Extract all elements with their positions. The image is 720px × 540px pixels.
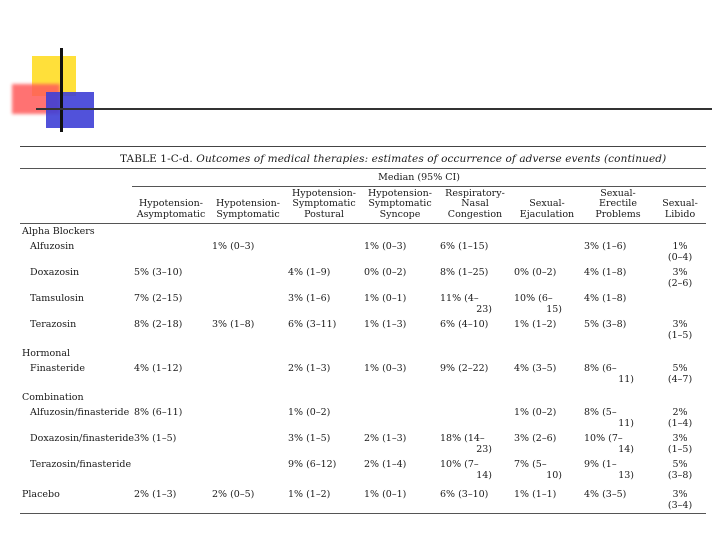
cell-value: 4% (1–9) (288, 267, 331, 278)
column-header-line: Nasal (461, 198, 489, 209)
table-cell (286, 405, 362, 431)
table-cell (286, 361, 362, 387)
table-cell (362, 317, 438, 343)
adverse-events-table (20, 169, 706, 514)
cell-value: 2% (0–5) (212, 489, 255, 500)
table-body (20, 224, 706, 514)
cell-value: 3% (1–5) (288, 433, 331, 444)
cell-value: 4% (3–5) (584, 489, 627, 500)
table-cell (132, 483, 210, 514)
cell-value-continued: 14) (476, 470, 492, 481)
row-label: Terazosin/finasteride (30, 459, 132, 470)
table-row (20, 317, 706, 343)
cell-value: 0% (0–2) (514, 267, 557, 278)
cell-value: 3% (672, 489, 688, 500)
cell-value: 9% (6–12) (288, 459, 337, 470)
column-header-line: Respiratory- (445, 187, 505, 199)
cell-value: 1% (1–1) (514, 489, 557, 500)
table-cell (132, 317, 210, 343)
table-cell (132, 361, 210, 387)
table-cell (362, 405, 438, 431)
column-header-line: Postural (304, 208, 344, 220)
cell-value: 8% (6– (584, 363, 617, 374)
table-row (20, 431, 706, 457)
row-label: Doxazosin/finasteride (30, 433, 135, 444)
cell-value: 7% (2–15) (134, 293, 183, 304)
table-cell (210, 431, 286, 457)
table-cell (512, 431, 582, 457)
row-label: Terazosin (30, 319, 77, 330)
table-cell (582, 291, 654, 317)
table-cell (582, 317, 654, 343)
column-header-line: Sexual- (600, 187, 636, 199)
cell-value: 6% (3–11) (288, 319, 337, 330)
cell-value: 8% (1–25) (440, 267, 489, 278)
column-header-line: Hypotension- (368, 187, 432, 199)
table-cell (512, 317, 582, 343)
decorative-horizontal-line (36, 108, 712, 110)
decorative-vertical-line (60, 48, 63, 132)
cell-value: 0% (0–2) (364, 267, 407, 278)
cell-value-continued: (4–7) (667, 374, 693, 385)
cell-value: 1% (1–2) (288, 489, 331, 500)
cell-value: 9% (1– (584, 459, 617, 470)
table-cell (438, 291, 512, 317)
table-cell (654, 265, 706, 291)
cell-value-continued: (1–4) (667, 418, 693, 429)
table-cell (362, 483, 438, 514)
cell-value-continued: 11) (618, 418, 634, 429)
cell-value-continued: (1–5) (667, 330, 693, 341)
table-row (20, 291, 706, 317)
column-header-line: Symptomatic (292, 198, 356, 209)
table-cell (132, 291, 210, 317)
cell-value: 3% (1–6) (288, 293, 331, 304)
column-header-line: Ejaculation (519, 208, 575, 220)
row-label: Doxazosin (30, 267, 80, 278)
column-header-line: Hypotension- (292, 187, 356, 199)
group-label: Combination (22, 392, 84, 403)
column-header-line: Symptomatic (216, 208, 280, 220)
table-cell (512, 291, 582, 317)
table-cell (582, 483, 654, 514)
table-cell (582, 431, 654, 457)
table-cell (132, 239, 210, 265)
cell-value: 7% (5– (514, 459, 547, 470)
table-row (20, 483, 706, 514)
cell-value: 1% (0–2) (288, 407, 331, 418)
cell-value-continued: 14) (618, 444, 634, 455)
cell-value-continued: 11) (618, 374, 634, 385)
table-cell (654, 317, 706, 343)
table-cell (438, 317, 512, 343)
table-cell (512, 361, 582, 387)
table-cell (132, 265, 210, 291)
cell-value-continued: (3–4) (667, 500, 693, 511)
row-label: Alfuzosin/finasteride (30, 407, 130, 418)
cell-value-continued: (0–4) (667, 252, 693, 263)
cell-value: 1% (0–1) (364, 293, 407, 304)
table-cell (210, 457, 286, 483)
table-cell (286, 317, 362, 343)
cell-value: 1% (1–2) (514, 319, 557, 330)
cell-value: 4% (1–8) (584, 293, 627, 304)
cell-value: 10% (6– (514, 293, 553, 304)
cell-value: 10% (7– (440, 459, 479, 470)
table-cell (286, 431, 362, 457)
cell-value: 4% (3–5) (514, 363, 557, 374)
column-header (210, 186, 286, 224)
table-cell (654, 239, 706, 265)
table-cell (210, 405, 286, 431)
table-cell (210, 291, 286, 317)
cell-value: 5% (672, 363, 688, 374)
table-cell (654, 291, 706, 317)
column-header-line: Sexual- (529, 198, 565, 209)
group-label: Alpha Blockers (22, 226, 95, 237)
table-cell (582, 239, 654, 265)
table-cell (582, 457, 654, 483)
table-cell (582, 361, 654, 387)
column-header-line: Hypotension- (216, 198, 280, 209)
cell-value-continued: 23) (476, 444, 492, 455)
cell-value: 8% (6–11) (134, 407, 183, 418)
group-label: Hormonal (22, 348, 71, 359)
table-cell (132, 405, 210, 431)
cell-value: 3% (2–6) (514, 433, 557, 444)
column-header-line: Hypotension- (139, 198, 203, 209)
row-label: Alfuzosin (30, 241, 75, 252)
median-header: Median (95% CI) (132, 169, 706, 186)
column-header (286, 186, 362, 224)
cell-value: 3% (672, 433, 688, 444)
cell-value: 2% (1–4) (364, 459, 407, 470)
table-cell (438, 483, 512, 514)
table-cell (654, 361, 706, 387)
table-cell (210, 239, 286, 265)
table-caption (120, 153, 706, 165)
table-cell (132, 431, 210, 457)
cell-value: 3% (1–8) (212, 319, 255, 330)
cell-value: 3% (672, 319, 688, 330)
column-header-line: Erectile (599, 198, 637, 209)
table-cell (286, 483, 362, 514)
table-cell (286, 291, 362, 317)
cell-value: 6% (3–10) (440, 489, 489, 500)
table-cell (512, 265, 582, 291)
column-header-line: Congestion (447, 208, 503, 220)
table-cell (654, 483, 706, 514)
column-header-line: Libido (664, 208, 696, 220)
row-label-header (20, 186, 132, 224)
table-cell (210, 361, 286, 387)
cell-value: 11% (4– (440, 293, 479, 304)
cell-value: 1% (1–3) (364, 319, 407, 330)
table-row (20, 361, 706, 387)
cell-value: 2% (1–3) (134, 489, 177, 500)
cell-value-continued: 10) (546, 470, 562, 481)
table-cell (654, 431, 706, 457)
cell-value: 9% (2–22) (440, 363, 489, 374)
cell-value: 1% (0–3) (364, 363, 407, 374)
table-cell (582, 265, 654, 291)
cell-value: 8% (5– (584, 407, 617, 418)
column-header (654, 186, 706, 224)
table-cell (132, 457, 210, 483)
cell-value: 2% (1–3) (288, 363, 331, 374)
table-cell (362, 457, 438, 483)
table-cell (210, 317, 286, 343)
cell-value: 2% (672, 407, 688, 418)
table-cell (362, 291, 438, 317)
table-cell (362, 361, 438, 387)
cell-value: 5% (3–10) (134, 267, 183, 278)
table-cell (210, 483, 286, 514)
cell-value: 18% (14– (440, 433, 485, 444)
cell-value: 6% (4–10) (440, 319, 489, 330)
table-cell (438, 361, 512, 387)
median-header-row (20, 169, 706, 186)
table-row (20, 265, 706, 291)
caption-prefix: TABLE 1-C-d. (120, 153, 193, 165)
table-cell (582, 405, 654, 431)
column-header-line: Problems (595, 208, 641, 220)
column-header-line: Sexual- (662, 198, 698, 209)
table-cell (654, 457, 706, 483)
table-cell (438, 239, 512, 265)
table-cell (362, 239, 438, 265)
cell-value: 8% (2–18) (134, 319, 183, 330)
column-header (362, 186, 438, 224)
column-header-row (20, 186, 706, 224)
cell-value: 2% (1–3) (364, 433, 407, 444)
cell-value: 1% (672, 241, 688, 252)
row-label: Finasteride (30, 363, 86, 374)
column-header (512, 186, 582, 224)
row-label: Placebo (20, 483, 132, 514)
cell-value: 5% (672, 459, 688, 470)
table-cell (438, 431, 512, 457)
cell-value: 4% (1–12) (134, 363, 183, 374)
cell-value: 4% (1–8) (584, 267, 627, 278)
column-header-line: Symptomatic (368, 198, 432, 209)
cell-value-continued: 23) (476, 304, 492, 315)
table-cell (362, 431, 438, 457)
column-header-line: Syncope (379, 208, 421, 220)
decorative-blue-square (46, 92, 94, 128)
table-row (20, 457, 706, 483)
cell-value: 1% (0–2) (514, 407, 557, 418)
cell-value-continued: (1–5) (667, 444, 693, 455)
group-row (20, 387, 706, 405)
table-cell (286, 239, 362, 265)
cell-value: 6% (1–15) (440, 241, 489, 252)
table-cell (438, 405, 512, 431)
cell-value: 3% (1–5) (134, 433, 177, 444)
cell-value-continued: (2–6) (667, 278, 693, 289)
table-cell (512, 239, 582, 265)
cell-value: 5% (3–8) (584, 319, 627, 330)
table-cell (210, 265, 286, 291)
table-cell (286, 265, 362, 291)
cell-value-continued: 13) (618, 470, 634, 481)
column-header (438, 186, 512, 224)
table-cell (654, 405, 706, 431)
group-row (20, 343, 706, 361)
table-cell (286, 457, 362, 483)
table-row (20, 405, 706, 431)
cell-value: 10% (7– (584, 433, 623, 444)
table-cell (512, 457, 582, 483)
caption-title: Outcomes of medical therapies: estimates of occurrence of adverse events (continued) (196, 153, 667, 165)
cell-value-continued: 15) (546, 304, 562, 315)
table-row (20, 239, 706, 265)
top-rule (20, 146, 706, 147)
table-cell (362, 265, 438, 291)
column-header (132, 186, 210, 224)
column-header (582, 186, 654, 224)
row-label: Tamsulosin (30, 293, 85, 304)
group-row (20, 224, 706, 240)
cell-value: 1% (0–3) (364, 241, 407, 252)
table-document (20, 146, 706, 514)
cell-value: 3% (1–6) (584, 241, 627, 252)
cell-value: 3% (672, 267, 688, 278)
table-cell (438, 457, 512, 483)
table-cell (512, 405, 582, 431)
cell-value-continued: (3–8) (667, 470, 693, 481)
table-cell (512, 483, 582, 514)
column-header-line: Asymptomatic (136, 208, 206, 220)
cell-value: 1% (0–3) (212, 241, 255, 252)
table-cell (438, 265, 512, 291)
cell-value: 1% (0–1) (364, 489, 407, 500)
